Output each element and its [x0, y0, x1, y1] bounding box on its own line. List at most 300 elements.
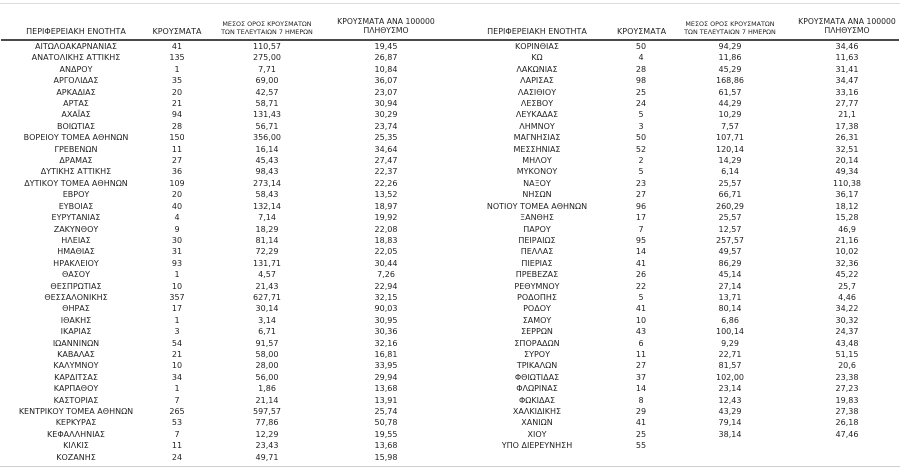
region-cell: ΦΛΩΡΙΝΑΣ: [516, 384, 558, 394]
avg7-cell: 91,57: [255, 338, 279, 348]
cases-cell: 26: [635, 270, 647, 280]
per100k-cell: 23,38: [835, 372, 859, 382]
avg7-cell: 14,29: [718, 156, 742, 166]
region-cell: ΡΟΔΟΠΗΣ: [517, 292, 557, 302]
per100k-cell: 34,64: [374, 144, 398, 154]
cases-cell: 5: [638, 167, 644, 177]
avg7-cell: 79,14: [718, 418, 742, 428]
avg7-cell: 69,00: [255, 76, 279, 86]
region-cell: ΗΛΕΙΑΣ: [61, 235, 91, 245]
table-row: [1, 212, 899, 223]
cases-cell: 1: [174, 315, 180, 325]
per100k-cell: 34,22: [835, 304, 859, 314]
table-row: [1, 440, 899, 451]
cases-cell: 24: [171, 452, 183, 462]
per100k-cell: 18,12: [835, 201, 859, 211]
per100k-cell: 30,29: [374, 110, 398, 120]
table-row: [1, 452, 899, 463]
per100k-cell: 47,46: [835, 429, 859, 439]
avg7-cell: 25,57: [718, 213, 742, 223]
cases-cell: 9: [174, 224, 180, 234]
header-per100k-right: [795, 18, 899, 38]
cases-cell: 1: [174, 64, 180, 74]
per100k-cell: 19,92: [374, 213, 398, 223]
region-cell: ΝΟΤΙΟΥ ΤΟΜΕΑ ΑΘΗΝΩΝ: [486, 201, 588, 211]
cases-cell: 8: [638, 395, 644, 405]
region-cell: ΑΝΔΡΟΥ: [59, 64, 93, 74]
per100k-cell: 19,45: [374, 42, 398, 51]
table-row: [1, 281, 899, 292]
table-body: [1, 41, 899, 463]
bottom-rule: [0, 466, 900, 467]
region-cell: ΑΧΑΪΑΣ: [61, 110, 91, 120]
region-cell: ΡΟΔΟΥ: [523, 304, 551, 314]
cases-cell: 54: [171, 338, 183, 348]
table-row: [1, 166, 899, 177]
region-cell: ΣΥΡΟΥ: [524, 349, 550, 359]
cases-cell: 17: [171, 304, 183, 314]
table-row: [1, 315, 899, 326]
cases-cell: 43: [635, 327, 647, 337]
avg7-cell: 107,71: [716, 133, 744, 143]
avg7-cell: 66,71: [718, 190, 742, 200]
region-cell: ΗΡΑΚΛΕΙΟΥ: [53, 258, 99, 268]
cases-cell: 31: [171, 247, 183, 257]
per100k-cell: 18,97: [374, 201, 398, 211]
region-cell: ΛΑΚΩΝΙΑΣ: [516, 64, 558, 74]
per100k-cell: 30,36: [374, 327, 398, 337]
avg7-cell: 56,00: [255, 372, 279, 382]
per100k-cell: 26,87: [374, 53, 398, 63]
cases-cell: 14: [635, 384, 647, 394]
region-cell: ΗΜΑΘΙΑΣ: [57, 247, 95, 257]
region-cell: ΛΕΥΚΑΔΑΣ: [515, 110, 559, 120]
avg7-cell: 6,86: [721, 315, 739, 325]
column-gap: [441, 36, 457, 38]
per100k-cell: 32,15: [374, 292, 398, 302]
region-cell: ΣΠΟΡΑΔΩΝ: [514, 338, 560, 348]
table-row: [1, 395, 899, 406]
table-row: [1, 87, 899, 98]
avg7-cell: 16,14: [255, 144, 279, 154]
table-row: [1, 258, 899, 269]
per100k-cell: 13,68: [374, 441, 398, 451]
header-avg7-right-line2: ΤΩΝ ΤΕΛΕΥΤΑΙΩΝ 7 ΗΜΕΡΩΝ: [684, 27, 776, 36]
cases-cell: 28: [171, 121, 183, 131]
avg7-cell: 86,29: [718, 258, 742, 268]
cases-cell: 21: [171, 99, 183, 109]
per100k-cell: 21,16: [835, 235, 859, 245]
region-cell: ΘΕΣΣΑΛΟΝΙΚΗΣ: [44, 292, 108, 302]
region-cell: ΠΡΕΒΕΖΑΣ: [515, 270, 559, 280]
avg7-cell: 38,14: [718, 429, 742, 439]
table-row: [1, 75, 899, 86]
avg7-cell: 597,57: [253, 407, 281, 416]
table-row: [1, 132, 899, 143]
cases-cell: 2: [638, 156, 644, 166]
avg7-cell: 120,14: [716, 144, 744, 154]
top-rule: [0, 3, 900, 4]
per100k-cell: 10,84: [374, 64, 398, 74]
per100k-cell: 32,51: [835, 144, 859, 154]
avg7-cell: 61,57: [718, 87, 742, 97]
cases-cell: 135: [169, 53, 185, 63]
header-region-left: ΠΕΡΙΦΕΡΕΙΑΚΗ ΕΝΟΤΗΤΑ: [26, 27, 126, 36]
cases-cell: 37: [635, 372, 647, 382]
region-cell: ΘΗΡΑΣ: [62, 304, 90, 314]
avg7-cell: 80,14: [718, 304, 742, 314]
cases-cell: 27: [171, 156, 183, 166]
cases-cell: 41: [635, 418, 647, 428]
cases-cell: 25: [635, 429, 647, 439]
cases-cell: 41: [171, 42, 183, 51]
avg7-cell: 23,43: [255, 441, 279, 451]
region-cell: ΘΑΣΟΥ: [61, 270, 90, 280]
table-row: [1, 178, 899, 189]
cases-cell: 29: [635, 407, 647, 416]
table-row: [1, 98, 899, 109]
cases-cell: 21: [171, 349, 183, 359]
region-cell: ΚΙΛΚΙΣ: [63, 441, 89, 451]
region-cell: ΙΩΑΝΝΙΝΩΝ: [52, 338, 100, 348]
avg7-cell: 81,14: [255, 235, 279, 245]
region-cell: ΛΑΣΙΘΙΟΥ: [517, 87, 557, 97]
cases-cell: 55: [635, 441, 647, 451]
per100k-cell: 49,34: [835, 167, 859, 177]
per100k-cell: 19,55: [374, 429, 398, 439]
per100k-cell: 20,14: [835, 156, 859, 166]
region-cell: ΠΕΙΡΑΙΩΣ: [518, 235, 556, 245]
table-row: [1, 429, 899, 440]
header-avg7-right: [665, 21, 795, 38]
region-cell: ΝΗΣΩΝ: [522, 190, 552, 200]
per100k-cell: 30,94: [374, 99, 398, 109]
region-cell: ΑΡΤΑΣ: [63, 99, 89, 109]
region-cell: ΜΕΣΣΗΝΙΑΣ: [513, 144, 561, 154]
cases-cell: 11: [171, 144, 183, 154]
avg7-cell: 22,71: [718, 349, 742, 359]
per100k-cell: 21,1: [838, 110, 856, 120]
table-row: [1, 109, 899, 120]
per100k-cell: 23,74: [374, 121, 398, 131]
cases-cell: 35: [171, 76, 183, 86]
avg7-cell: 45,29: [718, 64, 742, 74]
region-cell: ΣΑΜΟΥ: [522, 315, 552, 325]
cases-cell: 34: [171, 372, 183, 382]
region-cell: ΚΑΒΑΛΑΣ: [57, 349, 95, 359]
cases-cell: 20: [171, 190, 183, 200]
per100k-cell: 31,41: [835, 64, 859, 74]
table-row: [1, 201, 899, 212]
cases-cell: 357: [169, 292, 185, 302]
region-cell: ΙΘΑΚΗΣ: [60, 315, 92, 325]
avg7-cell: 13,71: [718, 292, 742, 302]
table-row: [1, 64, 899, 75]
cases-cell: 3: [174, 327, 180, 337]
region-cell: ΚΕΡΚΥΡΑΣ: [55, 418, 97, 428]
avg7-cell: 30,14: [255, 304, 279, 314]
table-row: [1, 360, 899, 371]
avg7-cell: 43,29: [718, 407, 742, 416]
cases-cell: 22: [635, 281, 647, 291]
region-cell: ΔΥΤΙΚΗΣ ΑΤΤΙΚΗΣ: [40, 167, 112, 177]
per100k-cell: 30,32: [835, 315, 859, 325]
avg7-cell: 9,29: [721, 338, 739, 348]
cases-cell: 27: [635, 361, 647, 371]
cases-cell: 98: [635, 76, 647, 86]
cases-cell: 1: [174, 270, 180, 280]
table-row: [1, 417, 899, 428]
per100k-cell: 110,38: [833, 178, 861, 188]
per100k-cell: 10,02: [835, 247, 859, 257]
cases-cell: 5: [638, 110, 644, 120]
region-cell: ΜΗΛΟΥ: [522, 156, 552, 166]
region-cell: ΚΑΡΠΑΘΟΥ: [53, 384, 99, 394]
region-cell: ΑΡΓΟΛΙΔΑΣ: [53, 76, 99, 86]
table-row: [1, 189, 899, 200]
region-cell: ΧΑΛΚΙΔΙΚΗΣ: [512, 407, 562, 416]
cases-cell: 20: [171, 87, 183, 97]
per100k-cell: 7,26: [377, 270, 395, 280]
region-cell: ΚΟΡΙΝΘΙΑΣ: [515, 42, 559, 51]
cases-cell: 109: [169, 178, 185, 188]
region-cell: ΜΑΓΝΗΣΙΑΣ: [513, 133, 561, 143]
region-cell: ΑΝΑΤΟΛΙΚΗΣ ΑΤΤΙΚΗΣ: [31, 53, 121, 63]
avg7-cell: 131,71: [253, 258, 281, 268]
avg7-cell: 273,14: [253, 178, 281, 188]
avg7-cell: 56,71: [255, 121, 279, 131]
avg7-cell: 1,86: [258, 384, 276, 394]
avg7-cell: 7,71: [258, 64, 276, 74]
per100k-cell: 20,6: [838, 361, 856, 371]
per100k-cell: 32,16: [374, 338, 398, 348]
per100k-cell: 24,37: [835, 327, 859, 337]
avg7-cell: 11,86: [718, 53, 742, 63]
region-cell: ΔΥΤΙΚΟΥ ΤΟΜΕΑ ΑΘΗΝΩΝ: [24, 178, 128, 188]
per100k-cell: 27,77: [835, 99, 859, 109]
cases-cell: 3: [638, 121, 644, 131]
avg7-cell: 356,00: [253, 133, 281, 143]
cases-cell: 41: [635, 304, 647, 314]
per100k-cell: 27,38: [835, 407, 859, 416]
region-cell: ΑΙΤΩΛΟΑΚΑΡΝΑΝΙΑΣ: [35, 42, 117, 51]
per100k-cell: 51,15: [835, 349, 859, 359]
avg7-cell: 12,57: [718, 224, 742, 234]
per100k-cell: 18,83: [374, 235, 398, 245]
region-cell: ΕΥΒΟΙΑΣ: [58, 201, 94, 211]
cases-cell: 53: [171, 418, 183, 428]
per100k-cell: 34,47: [835, 76, 859, 86]
per100k-cell: 22,08: [374, 224, 398, 234]
header-cases-right: ΚΡΟΥΣΜΑΤΑ: [617, 27, 667, 36]
header-cases-left: ΚΡΟΥΣΜΑΤΑ: [152, 27, 202, 36]
cases-cell: 95: [635, 235, 647, 245]
table-row: [1, 326, 899, 337]
header-per100k-right-line2: ΠΛΗΘΥΣΜΟ: [824, 26, 870, 36]
avg7-cell: 49,71: [255, 452, 279, 462]
header-per100k-left-line1: ΚΡΟΥΣΜΑΤΑ ΑΝΑ 100000: [337, 17, 435, 27]
avg7-cell: 7,14: [258, 213, 276, 223]
per100k-cell: 27,23: [835, 384, 859, 394]
avg7-cell: 12,29: [255, 429, 279, 439]
avg7-cell: 45,43: [255, 156, 279, 166]
region-cell: ΦΘΙΩΤΙΔΑΣ: [514, 372, 560, 382]
per100k-cell: 33,95: [374, 361, 398, 371]
cases-cell: 50: [635, 133, 647, 143]
avg7-cell: 12,43: [718, 395, 742, 405]
table-row: [1, 224, 899, 235]
table-row: [1, 406, 899, 417]
table-row: [1, 292, 899, 303]
region-cell: ΜΥΚΟΝΟΥ: [516, 167, 558, 177]
cases-cell: 10: [171, 281, 183, 291]
region-cell: ΑΡΚΑΔΙΑΣ: [56, 87, 96, 97]
cases-cell: 24: [635, 99, 647, 109]
cases-cell: 36: [171, 167, 183, 177]
avg7-cell: 21,43: [255, 281, 279, 291]
avg7-cell: 18,29: [255, 224, 279, 234]
per100k-cell: 17,38: [835, 121, 859, 131]
avg7-cell: 23,14: [718, 384, 742, 394]
region-cell: ΔΡΑΜΑΣ: [59, 156, 93, 166]
avg7-cell: 102,00: [716, 372, 744, 382]
per100k-cell: 22,05: [374, 247, 398, 257]
regional-cases-table: [1, 10, 899, 463]
region-cell: ΝΑΞΟΥ: [523, 178, 551, 188]
per100k-cell: 22,26: [374, 178, 398, 188]
avg7-cell: 7,57: [721, 121, 739, 131]
per100k-cell: 46,9: [838, 224, 856, 234]
per100k-cell: 36,17: [835, 190, 859, 200]
avg7-cell: 27,14: [718, 281, 742, 291]
per100k-cell: 30,44: [374, 258, 398, 268]
per100k-cell: 26,31: [835, 133, 859, 143]
avg7-cell: 58,43: [255, 190, 279, 200]
per100k-cell: 25,35: [374, 133, 398, 143]
avg7-cell: 58,71: [255, 99, 279, 109]
avg7-cell: 110,57: [253, 42, 281, 51]
cases-cell: 150: [169, 133, 185, 143]
region-cell: ΚΕΝΤΡΙΚΟΥ ΤΟΜΕΑ ΑΘΗΝΩΝ: [18, 407, 134, 416]
cases-cell: 25: [635, 87, 647, 97]
table-row: [1, 338, 899, 349]
cases-cell: 10: [171, 361, 183, 371]
table-row: [1, 372, 899, 383]
avg7-cell: 168,86: [716, 76, 744, 86]
region-cell: ΛΑΡΙΣΑΣ: [520, 76, 554, 86]
cases-cell: 23: [635, 178, 647, 188]
per100k-cell: 26,18: [835, 418, 859, 428]
region-cell: ΛΕΣΒΟΥ: [520, 99, 554, 109]
table-row: [1, 303, 899, 314]
table-row: [1, 52, 899, 63]
cases-cell: 41: [635, 258, 647, 268]
avg7-cell: 94,29: [718, 42, 742, 51]
cases-cell: 40: [171, 201, 183, 211]
region-cell: ΙΚΑΡΙΑΣ: [60, 327, 92, 337]
cases-cell: 11: [635, 349, 647, 359]
region-cell: ΧΙΟΥ: [527, 429, 547, 439]
header-per100k-left: [331, 18, 441, 38]
cases-cell: 17: [635, 213, 647, 223]
avg7-cell: 28,00: [255, 361, 279, 371]
cases-cell: 4: [638, 53, 644, 63]
region-cell: ΧΑΝΙΩΝ: [521, 418, 553, 428]
avg7-cell: 10,29: [718, 110, 742, 120]
per100k-cell: 90,03: [374, 304, 398, 314]
per100k-cell: 27,47: [374, 156, 398, 166]
avg7-cell: 77,86: [255, 418, 279, 428]
cases-cell: 52: [635, 144, 647, 154]
avg7-cell: 3,14: [258, 315, 276, 325]
avg7-cell: 81,57: [718, 361, 742, 371]
per100k-cell: 34,46: [835, 42, 859, 51]
avg7-cell: 260,29: [716, 201, 744, 211]
region-cell: ΞΑΝΘΗΣ: [520, 213, 554, 223]
avg7-cell: 131,43: [253, 110, 281, 120]
table-row: [1, 383, 899, 394]
cases-cell: 10: [635, 315, 647, 325]
cases-cell: 93: [171, 258, 183, 268]
header-avg7-left: [203, 21, 331, 38]
per100k-cell: 13,68: [374, 384, 398, 394]
per100k-cell: 32,36: [835, 258, 859, 268]
region-cell: ΠΑΡΟΥ: [523, 224, 551, 234]
per100k-cell: 29,94: [374, 372, 398, 382]
avg7-cell: 275,00: [253, 53, 281, 63]
table-row: [1, 235, 899, 246]
cases-cell: 5: [638, 292, 644, 302]
avg7-cell: 6,71: [258, 327, 276, 337]
avg7-cell: 49,57: [718, 247, 742, 257]
avg7-cell: 100,14: [716, 327, 744, 337]
table-row: [1, 144, 899, 155]
table-header-row: [1, 10, 899, 38]
region-cell: ΤΡΙΚΑΛΩΝ: [516, 361, 558, 371]
avg7-cell: 98,43: [255, 167, 279, 177]
region-cell: ΠΕΛΛΑΣ: [520, 247, 554, 257]
avg7-cell: 21,14: [255, 395, 279, 405]
per100k-cell: 30,95: [374, 315, 398, 325]
per100k-cell: 15,98: [374, 452, 398, 462]
per100k-cell: 43,48: [835, 338, 859, 348]
header-avg7-left-line1: ΜΕΣΟΣ ΟΡΟΣ ΚΡΟΥΣΜΑΤΩΝ: [222, 20, 312, 29]
per100k-cell: 22,37: [374, 167, 398, 177]
table-row: [1, 155, 899, 166]
cases-cell: 28: [635, 64, 647, 74]
header-avg7-left-line2: ΤΩΝ ΤΕΛΕΥΤΑΙΩΝ 7 ΗΜΕΡΩΝ: [221, 27, 313, 36]
avg7-cell: 6,14: [721, 167, 739, 177]
header-avg7-right-line1: ΜΕΣΟΣ ΟΡΟΣ ΚΡΟΥΣΜΑΤΩΝ: [685, 20, 775, 29]
cases-cell: 50: [635, 42, 647, 51]
per100k-cell: 23,07: [374, 87, 398, 97]
avg7-cell: 257,57: [716, 235, 744, 245]
avg7-cell: 42,57: [255, 87, 279, 97]
table-row: [1, 121, 899, 132]
per100k-cell: 11,63: [835, 53, 859, 63]
cases-cell: 96: [635, 201, 647, 211]
cases-cell: 7: [174, 395, 180, 405]
avg7-cell: 132,14: [253, 201, 281, 211]
avg7-cell: 45,14: [718, 270, 742, 280]
per100k-cell: 22,94: [374, 281, 398, 291]
per100k-cell: 36,07: [374, 76, 398, 86]
region-cell: ΥΠΟ ΔΙΕΡΕΥΝΗΣΗ: [501, 441, 573, 451]
avg7-cell: 44,29: [718, 99, 742, 109]
per100k-cell: 50,78: [374, 418, 398, 428]
cases-cell: 4: [174, 213, 180, 223]
per100k-cell: 13,91: [374, 395, 398, 405]
